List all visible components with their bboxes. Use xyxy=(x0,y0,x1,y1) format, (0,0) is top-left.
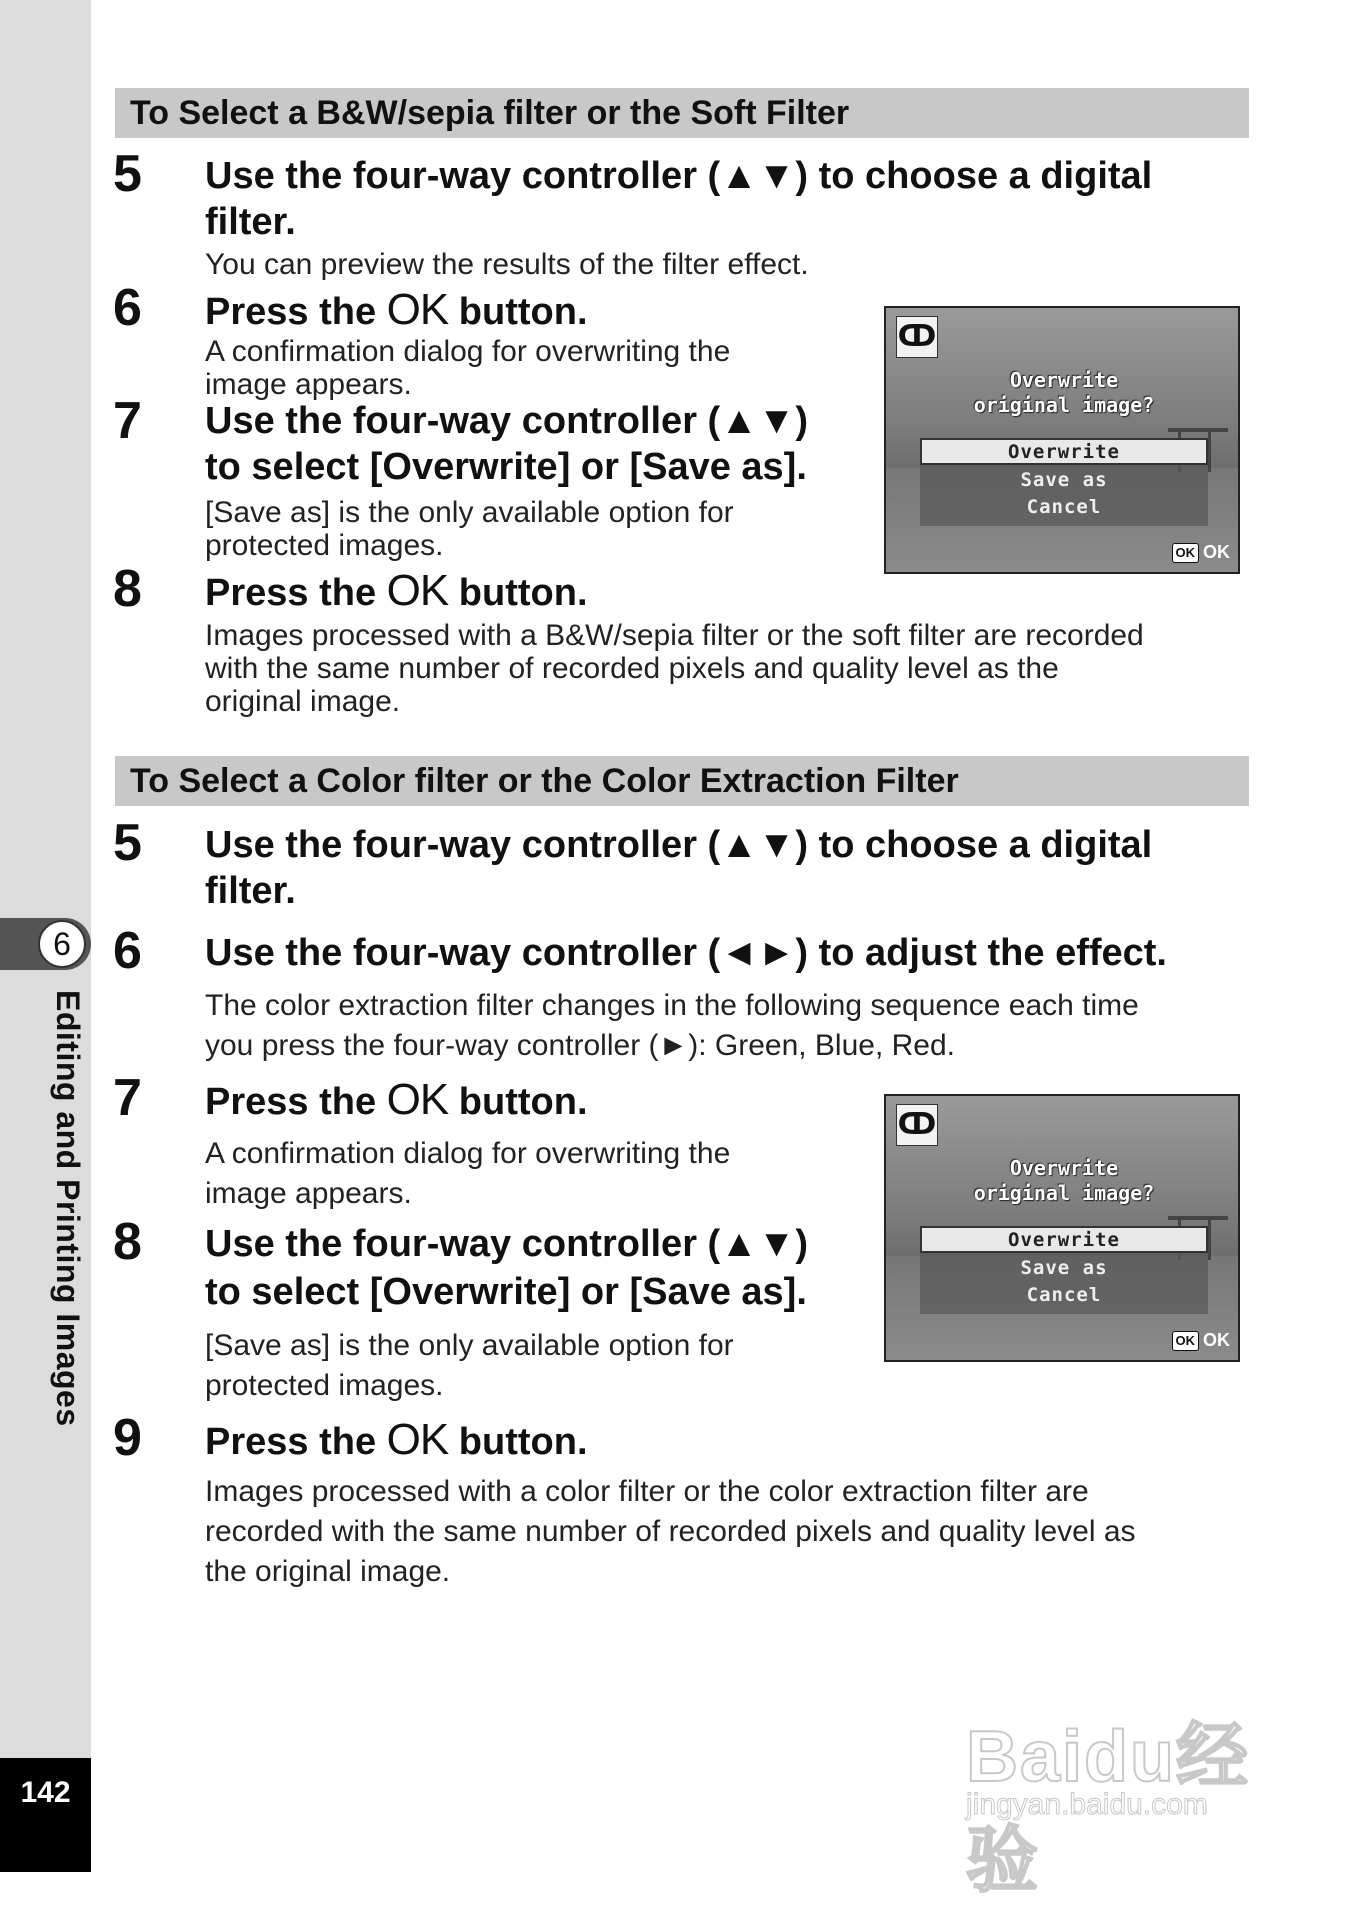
menu-option-save-as[interactable]: Save as xyxy=(1020,469,1108,491)
step-title-line: filter. xyxy=(205,201,296,243)
step-title-text: button. xyxy=(448,1421,588,1463)
step-text-line: The color extraction filter changes in the following sequence each time xyxy=(205,989,1139,1022)
step-text-line: A confirmation dialog for overwriting the xyxy=(205,1137,731,1170)
menu-option-cancel[interactable]: Cancel xyxy=(1026,496,1102,518)
step-title-line: Use the four-way controller (▲▼) xyxy=(205,400,809,442)
menu-option-save-as[interactable]: Save as xyxy=(1020,1257,1108,1279)
watermark xyxy=(966,1680,1286,1901)
dialog-question xyxy=(886,1156,1240,1206)
filter-mode-icon: ↀ xyxy=(896,316,938,358)
step-text-line: [Save as] is the only available option for xyxy=(205,496,734,529)
step-number: 5 xyxy=(113,145,142,203)
step-text-line: recorded with the same number of recorded pixels and quality level as xyxy=(205,1515,1136,1548)
ok-button-icon: OK xyxy=(1172,1331,1200,1351)
step-title xyxy=(205,287,588,335)
dialog-question xyxy=(886,368,1240,418)
step-title xyxy=(205,1220,808,1316)
dialog-question-line: Overwrite xyxy=(1009,368,1119,392)
step-title xyxy=(205,1417,588,1465)
step-title xyxy=(205,153,1152,245)
step-text-line: Images processed with a B&W/sepia filter or the soft filter are recorded xyxy=(205,619,1144,652)
menu-option-overwrite[interactable]: Overwrite xyxy=(920,1226,1208,1253)
ok-hint xyxy=(1172,540,1231,564)
camera-screen-confirm-dialog xyxy=(884,306,1240,574)
step-text-line: protected images. xyxy=(205,1369,444,1402)
dialog-menu xyxy=(920,1226,1208,1314)
ok-symbol: OK xyxy=(386,1415,449,1464)
ok-button-icon: OK xyxy=(1172,543,1200,563)
step-text-line: the original image. xyxy=(205,1555,451,1588)
step-number: 8 xyxy=(113,560,142,618)
step-title-text: button. xyxy=(448,572,588,614)
chapter-number: 6 xyxy=(38,920,86,968)
step-number: 7 xyxy=(113,392,142,450)
step-title-text: Press the xyxy=(205,1081,387,1123)
step-text-line: [Save as] is the only available option for xyxy=(205,1329,734,1362)
step-title-line: to select [Overwrite] or [Save as]. xyxy=(205,446,807,488)
step-title-line: Use the four-way controller (▲▼) to choose a digital xyxy=(205,824,1153,866)
step-title xyxy=(205,822,1152,914)
step-text xyxy=(205,1326,734,1406)
section-header-bw-sepia: To Select a B&W/sepia filter or the Soft Filter xyxy=(115,88,1249,138)
ok-hint-label: OK xyxy=(1203,542,1230,562)
step-title-line: to select [Overwrite] or [Save as]. xyxy=(205,1271,807,1313)
ok-symbol: OK xyxy=(386,566,449,615)
step-text-line: A confirmation dialog for overwriting the xyxy=(205,335,731,368)
step-text-line: with the same number of recorded pixels and quality level as the xyxy=(205,652,1059,685)
step-text-line: Images processed with a color filter or the color extraction filter are xyxy=(205,1475,1089,1508)
step-title-line: Use the four-way controller (▲▼) to choose a digital xyxy=(205,155,1153,197)
section-header-color-filter: To Select a Color filter or the Color Extraction Filter xyxy=(115,756,1249,806)
step-title xyxy=(205,398,808,490)
ok-symbol: OK xyxy=(386,1075,449,1124)
step-text-line: image appears. xyxy=(205,368,412,401)
step-text-line: image appears. xyxy=(205,1177,412,1210)
step-title-text: Press the xyxy=(205,572,387,614)
watermark-brand: Baidu经验 xyxy=(966,1717,1251,1901)
step-text-line: you press the four-way controller (►): Green, Blue, Red. xyxy=(205,1029,955,1062)
filter-mode-icon: ↀ xyxy=(896,1104,938,1146)
step-text xyxy=(205,619,1245,718)
menu-option-overwrite[interactable]: Overwrite xyxy=(920,438,1208,465)
step-title-line: Use the four-way controller (▲▼) xyxy=(205,1223,809,1265)
step-text xyxy=(205,1134,730,1214)
step-text-line: original image. xyxy=(205,685,401,718)
step-title-text: Press the xyxy=(205,1421,387,1463)
step-number: 7 xyxy=(113,1069,142,1127)
step-text xyxy=(205,1472,1245,1592)
step-title xyxy=(205,1077,588,1125)
step-text xyxy=(205,335,730,401)
step-number: 9 xyxy=(113,1409,142,1467)
step-title: Use the four-way controller (◄►) to adjust the effect. xyxy=(205,932,1167,974)
step-number: 6 xyxy=(113,279,142,337)
chapter-title: Editing and Printing Images xyxy=(50,990,86,1427)
menu-option-cancel[interactable]: Cancel xyxy=(1026,1284,1102,1306)
step-text-line: protected images. xyxy=(205,529,444,562)
dialog-menu xyxy=(920,438,1208,526)
step-title-text: button. xyxy=(448,291,588,333)
dialog-question-line: Overwrite xyxy=(1009,1156,1119,1180)
ok-symbol: OK xyxy=(386,285,449,334)
dialog-question-line: original image? xyxy=(973,1181,1155,1205)
step-title-text: Press the xyxy=(205,291,387,333)
ok-hint-label: OK xyxy=(1203,1330,1230,1350)
step-title-line: filter. xyxy=(205,870,296,912)
ok-hint xyxy=(1172,1328,1231,1352)
step-number: 6 xyxy=(113,922,142,980)
dialog-question-line: original image? xyxy=(973,393,1155,417)
step-text xyxy=(205,496,734,562)
step-title xyxy=(205,568,588,616)
step-text: You can preview the results of the filter effect. xyxy=(205,248,809,281)
camera-screen-confirm-dialog xyxy=(884,1094,1240,1362)
page-number: 142 xyxy=(20,1776,71,1809)
step-number: 8 xyxy=(113,1213,142,1271)
step-text xyxy=(205,986,1245,1066)
watermark-url: jingyan.baidu.com xyxy=(966,1788,1208,1821)
step-title-text: button. xyxy=(448,1081,588,1123)
step-number: 5 xyxy=(113,814,142,872)
